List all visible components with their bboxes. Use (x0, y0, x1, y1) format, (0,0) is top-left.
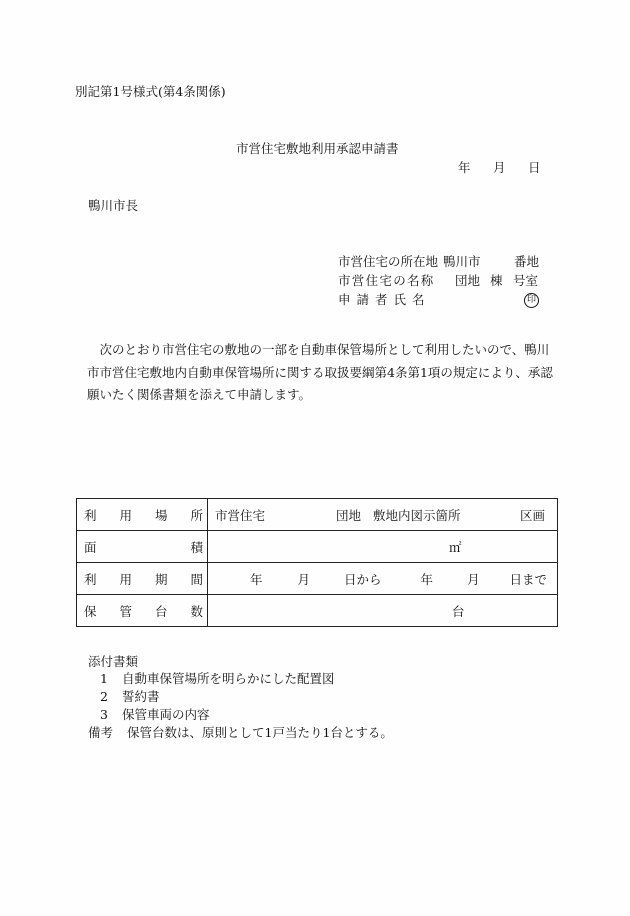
remarks-label: 備考 (88, 725, 114, 740)
location-map: 敷地内図示箇所 (373, 507, 461, 523)
location-city: 鴨川市 (443, 254, 481, 269)
label-location: 利 用 場 所 (84, 507, 203, 523)
location-banchi: 番地 (514, 254, 540, 269)
addressee: 鴨川市長 (88, 198, 139, 213)
usage-table (76, 498, 558, 627)
remarks (88, 727, 393, 740)
date-month: 月 (493, 160, 506, 175)
location-section: 区画 (519, 507, 545, 523)
period-month-start: 月 (297, 571, 311, 587)
label-period: 利 用 期 間 (84, 571, 203, 587)
application-body (87, 339, 557, 407)
name-tou: 棟 (490, 273, 503, 288)
form-number: 別記第1号様式(第4条関係) (75, 84, 226, 99)
row-period (77, 563, 558, 595)
label-area: 面 積 (84, 539, 203, 555)
location-label: 市営住宅の所在地 (338, 254, 439, 269)
date-year: 年 (458, 160, 471, 175)
count-unit: 台 (452, 603, 465, 619)
row-area (77, 531, 558, 563)
row-location (77, 499, 558, 531)
seal-mark: 印 (524, 292, 539, 308)
name-goshitsu: 号室 (513, 273, 539, 288)
location-prefix: 市営住宅 (215, 507, 266, 523)
remarks-text: 保管台数は、原則として1戸当たり1台とする。 (127, 725, 393, 740)
period-month-end: 月 (467, 571, 480, 587)
location-danchi: 団地 (336, 507, 362, 523)
name-danchi: 団地 (455, 273, 481, 288)
list-item: 3 保管車両の内容 (100, 707, 210, 722)
list-item: 2 誓約書 (100, 689, 160, 704)
applicant-label: 申請者氏名 (338, 292, 431, 307)
document-title: 市営住宅敷地利用承認申請書 (236, 141, 399, 156)
body-paragraph: 次のとおり市営住宅の敷地の一部を自動車保管場所として利用したいので、鴨川市市営住宅敷地内自動車保管場所に関する取扱要綱第4条第1項の規定により、承認願いたく関係書類を添えて申請します。 (87, 342, 553, 402)
period-year-start: 年 (250, 571, 263, 587)
date-day: 日 (528, 160, 541, 175)
period-year-end: 年 (420, 571, 434, 587)
period-day-end: 日まで (509, 571, 547, 587)
label-count: 保 管 台 数 (84, 603, 203, 619)
area-unit: ㎡ (449, 539, 462, 555)
row-count (77, 595, 558, 627)
list-item: 1 自動車保管場所を明らかにした配置図 (100, 671, 335, 686)
name-label: 市営住宅の名称 (338, 273, 435, 288)
period-day-start: 日から (344, 571, 382, 587)
attachments-heading: 添付書類 (88, 654, 139, 669)
